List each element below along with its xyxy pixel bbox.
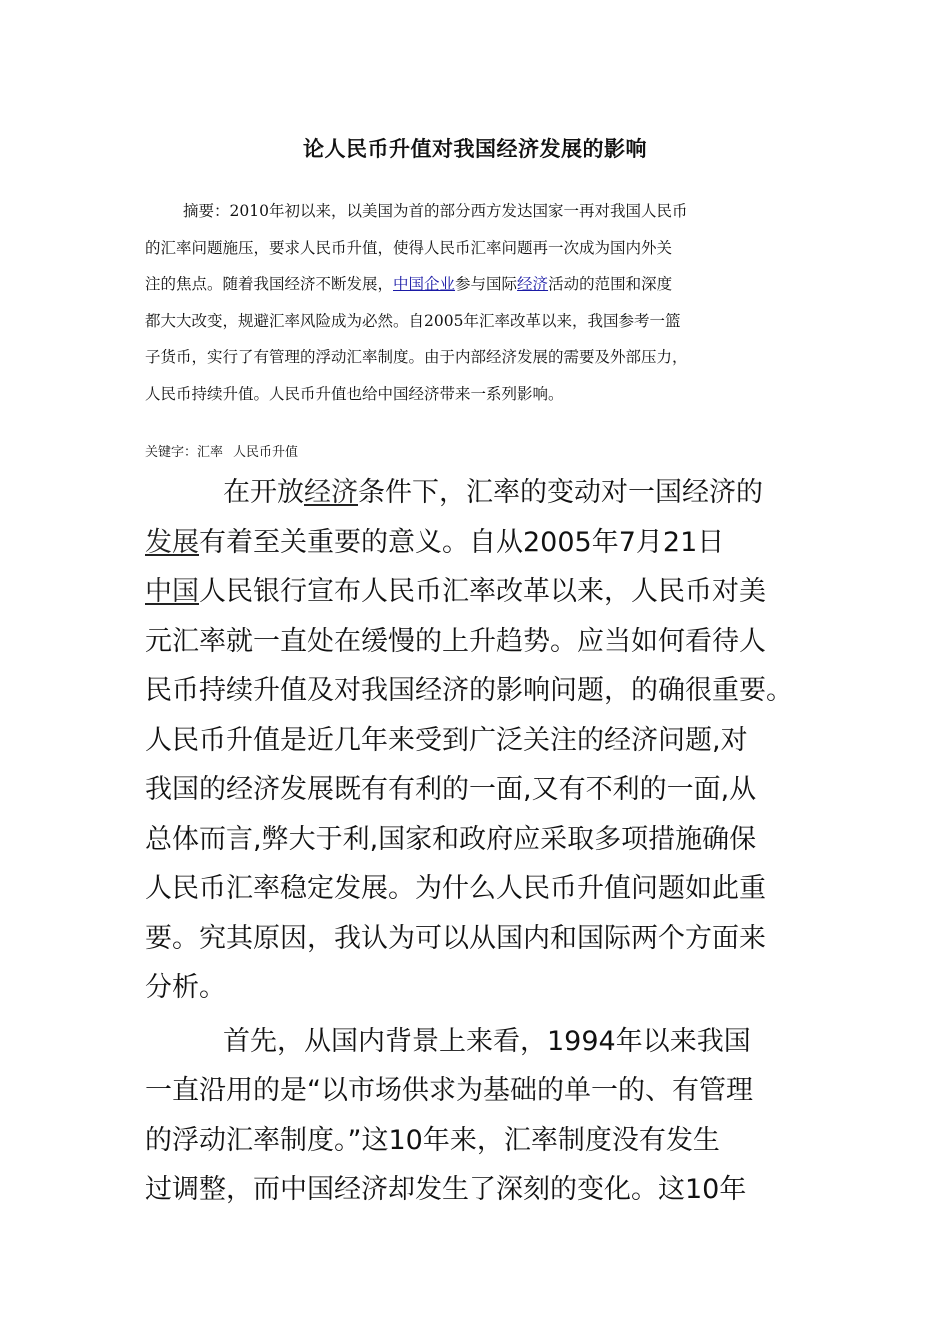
abstract-line-4: 都大大改变，规避汇率风险成为必然。自2005年汇率改革以来，我国参考一篮 xyxy=(145,311,681,330)
paragraph-1-line: 人民币汇率稳定发展。为什么人民币升值问题如此重 xyxy=(145,873,766,904)
paragraph-1-line: 人民币升值是近几年来受到广泛关注的经济问题,对 xyxy=(145,724,748,756)
paragraph-1-line: 总体而言,弊大于利,国家和政府应采取多项措施确保 xyxy=(145,823,757,855)
paragraph-1-line: 在开放经济条件下，汇率的变动对一国经济的 xyxy=(223,477,763,508)
paragraph-1-line: 元汇率就一直处在缓慢的上升趋势。应当如何看待人 xyxy=(145,625,766,657)
abstract-line-6: 人民币持续升值。人民币升值也给中国经济带来一系列影响。 xyxy=(145,384,564,403)
link-chinese-enterprises[interactable]: 中国企业 xyxy=(393,275,456,293)
link-economy-body[interactable]: 经济 xyxy=(304,477,358,508)
link-development[interactable]: 发展 xyxy=(145,526,199,558)
paragraph-2-line: 首先，从国内背景上来看，1994年以来我国 xyxy=(223,1025,751,1057)
paragraph-2 xyxy=(145,1017,810,1215)
abstract-line-2: 的汇率问题施压，要求人民币升值，使得人民币汇率问题再一次成为国内外关 xyxy=(145,238,673,257)
body-text xyxy=(145,468,810,1215)
document-title: 论人民币升值对我国经济发展的影响 xyxy=(303,137,647,161)
paragraph-2-line: 过调整，而中国经济却发生了深刻的变化。这10年 xyxy=(145,1174,747,1205)
paragraph-2-line: 一直沿用的是“以市场供求为基础的单一的、有管理 xyxy=(145,1075,753,1106)
paragraph-1-line: 分析。 xyxy=(145,972,226,1003)
link-china[interactable]: 中国 xyxy=(145,576,199,607)
keywords-label: 关键字： xyxy=(145,445,198,460)
paragraph-2-line: 的浮动汇率制度。”这10年来，汇率制度没有发生 xyxy=(145,1124,720,1156)
paragraph-1-line: 中国人民银行宣布人民币汇率改革以来，人民币对美 xyxy=(145,576,766,607)
paragraph-1-line: 民币持续升值及对我国经济的影响问题，的确很重要。 xyxy=(145,675,793,706)
paragraph-1 xyxy=(145,468,810,1013)
keyword-item: 人民币升值 xyxy=(233,445,299,460)
abstract-line-1: 摘要：2010年初以来，以美国为首的部分西方发达国家一再对我国人民币 xyxy=(183,202,688,220)
paragraph-1-line: 要。究其原因，我认为可以从国内和国际两个方面来 xyxy=(145,922,766,954)
paragraph-1-line: 我国的经济发展既有有利的一面,又有不利的一面,从 xyxy=(145,774,757,805)
abstract-line-3: 注的焦点。随着我国经济不断发展，中国企业参与国际经济活动的范围和深度 xyxy=(145,275,673,293)
paragraph-1-line: 发展有着至关重要的意义。自从2005年7月21日 xyxy=(145,526,725,558)
link-economy[interactable]: 经济 xyxy=(517,275,549,293)
keyword-item: 汇率 xyxy=(197,445,224,460)
keywords xyxy=(145,442,810,464)
abstract-line-5: 子货币，实行了有管理的浮动汇率制度。由于内部经济发展的需要及外部压力， xyxy=(145,348,688,366)
abstract xyxy=(145,193,810,412)
